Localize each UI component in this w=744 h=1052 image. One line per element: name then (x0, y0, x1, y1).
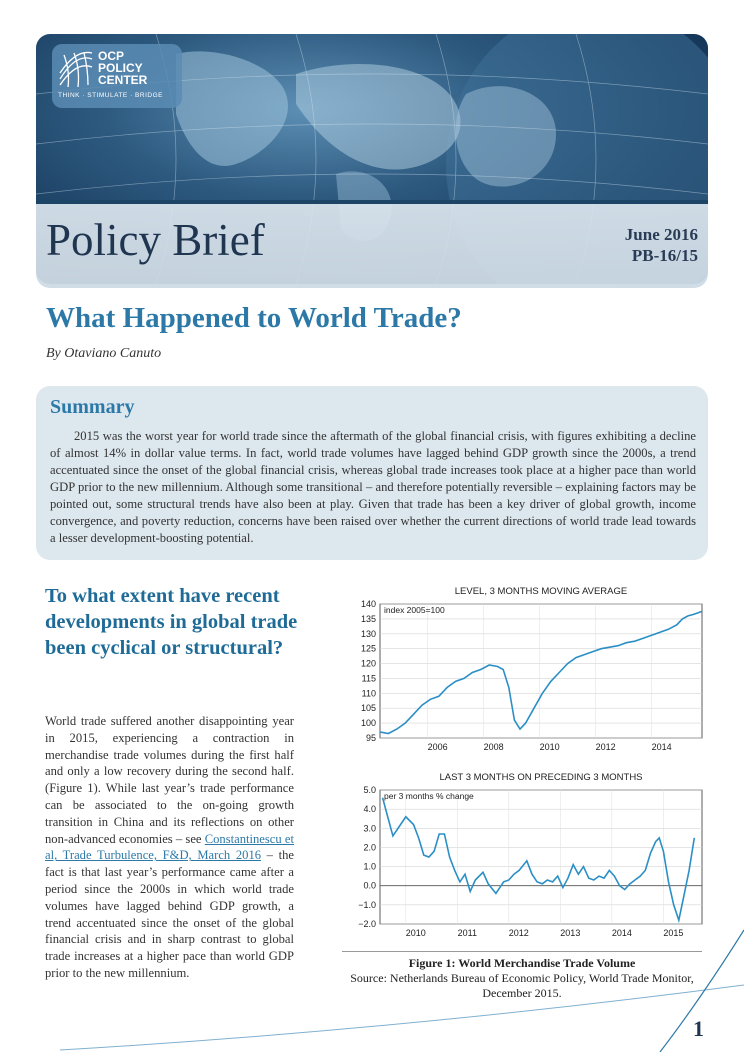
y-tick-label: 100 (360, 718, 376, 729)
plot-area (380, 604, 702, 738)
y-tick-label: 115 (361, 673, 376, 684)
figure-source: Source: Netherlands Bureau of Economic Policy, World Trade Monitor, December 2015. (350, 971, 694, 1000)
y-tick-label: 5.0 (363, 785, 376, 795)
figure-caption (330, 956, 714, 1001)
publication-type: Policy Brief (46, 215, 265, 265)
chart-annotation: per 3 months % change (384, 791, 474, 801)
x-tick-label: 2010 (405, 928, 426, 938)
publication-info (625, 224, 698, 266)
y-tick-label: 110 (361, 688, 376, 699)
y-tick-label: 120 (360, 658, 376, 669)
x-tick-label: 2015 (663, 928, 684, 938)
article-title: What Happened to World Trade? (46, 302, 462, 334)
y-tick-label: 2.0 (363, 842, 376, 853)
y-tick-label: 125 (360, 643, 376, 654)
body-paragraph: World trade suffered another disappointing year in 2015, experiencing a contraction in merchandise trade volumes during the first half and only a low recovery during the second half. (Figure 1). While last year’s trade performance can be associated to the on-going growth transition in China and its reflections on other non-advanced economies – see Constantinescu et al, Trade Turbulence, F&D, March 2016 – the fact is that last year’s performance came after a period since the 2000s in which world trade volumes have lagged behind GDP growth, a trend accentuated since the onset of the global financial crisis and in sharp contrast to global trade increases at a higher pace than world GDP prior to the new millennium. (45, 714, 295, 980)
article-author: By Otaviano Canuto (46, 346, 162, 361)
summary-text: 2015 was the worst year for world trade since the aftermath of the global financial crisis, with figures exhibiting a decline of almost 14% in dollar value terms. In fact, world trade volumes have lagged behind GDP growth since the 2000s, a trend accentuated since the onset of the global financial crisis, whereas global trade increases took place at a higher pace than world GDP prior to the new millennium. Although some transitional – and therefore potentially reversible – explaining factors may be pointed out, some structural trends have also been at play. Given that trade has been a key driver of global growth, income convergence, and poverty reduction, concerns have been raised over whether the current directions of world trade lead towards a lesser development-boosting potential. (50, 429, 696, 545)
chart-title: LAST 3 MONTHS ON PRECEDING 3 MONTHS (439, 772, 643, 783)
y-tick-label: 1.0 (363, 861, 376, 872)
chart-annotation: index 2005=100 (384, 605, 445, 615)
x-tick-label: 2010 (539, 742, 560, 752)
x-tick-label: 2012 (508, 928, 529, 938)
figure-divider (342, 951, 702, 952)
summary-heading: Summary (50, 396, 135, 418)
ocp-logo (52, 44, 182, 108)
publication-date: June 2016 (624, 225, 698, 244)
y-tick-label: 130 (360, 628, 376, 639)
section-heading: To what extent have recent developments in global trade been cyclical or structural? (45, 585, 298, 659)
y-tick-label: 140 (360, 599, 376, 609)
y-tick-label: 95 (365, 733, 376, 743)
y-tick-label: 3.0 (363, 823, 376, 834)
x-tick-label: 2008 (483, 742, 504, 752)
logo-tagline: THINK · STIMULATE · BRIDGE (58, 92, 163, 99)
x-tick-label: 2011 (457, 928, 477, 938)
logo-name: OCP POLICY CENTER (98, 49, 148, 87)
chart-title: LEVEL, 3 MONTHS MOVING AVERAGE (454, 586, 628, 597)
x-tick-label: 2013 (560, 928, 581, 938)
logo-mesh-icon (56, 49, 96, 89)
publication-code: PB-16/15 (631, 246, 698, 265)
x-tick-label: 2012 (595, 742, 616, 752)
level-line-chart (340, 582, 710, 760)
page-number: 1 (693, 1016, 704, 1041)
y-tick-label: −1.0 (358, 899, 376, 910)
y-tick-label: −2.0 (358, 919, 376, 929)
x-tick-label: 2006 (427, 742, 448, 752)
y-tick-label: 4.0 (363, 804, 376, 815)
y-tick-label: 135 (360, 613, 376, 624)
change-line-chart (340, 768, 710, 946)
y-tick-label: 105 (360, 703, 376, 714)
x-tick-label: 2014 (611, 928, 632, 938)
x-tick-label: 2014 (651, 742, 672, 752)
y-tick-label: 0.0 (363, 880, 376, 891)
reference-link[interactable]: Constantinescu et al, Trade Turbulence, F&D, March 2016 (45, 831, 294, 863)
figure-title: Figure 1: World Merchandise Trade Volume (408, 956, 636, 970)
